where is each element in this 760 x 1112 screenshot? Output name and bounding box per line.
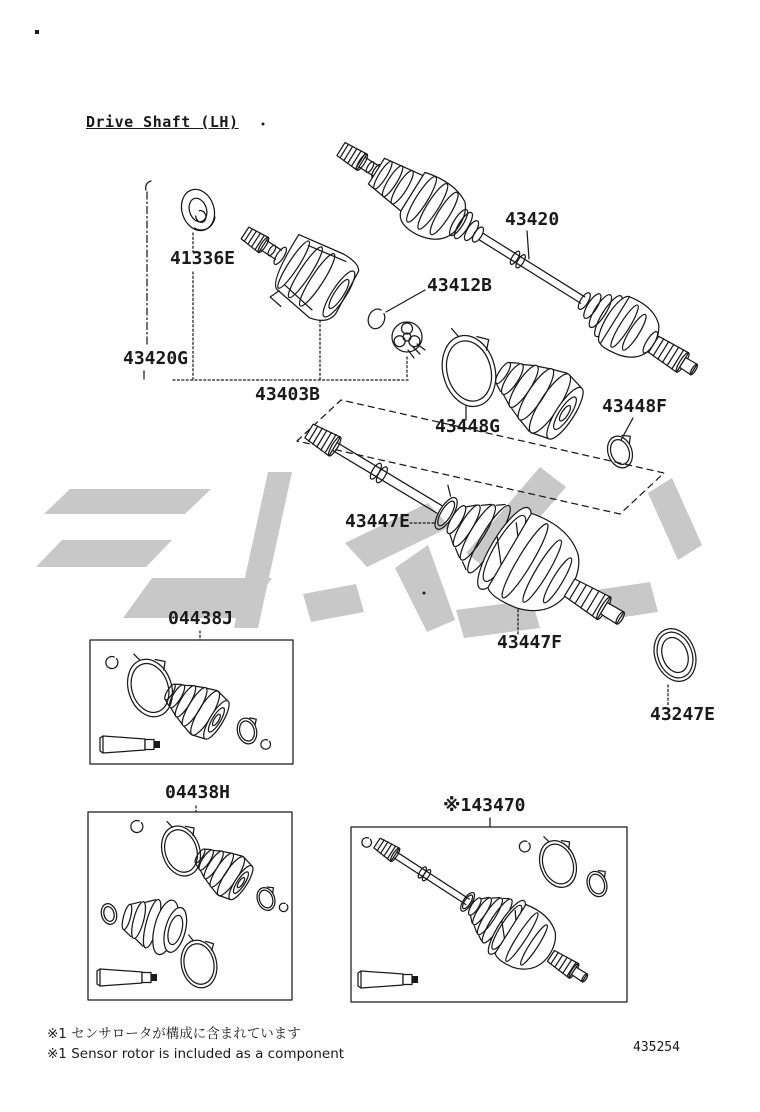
part-label-43448G: 43448G: [435, 416, 501, 437]
oil-seal-43247E: [647, 623, 703, 687]
part-label-43448F: 43448F: [602, 396, 668, 417]
dust-ring: [176, 185, 219, 235]
footnote-english: ※1 Sensor rotor is included as a component: [47, 1046, 345, 1062]
part-label-04438J: 04438J: [168, 608, 234, 629]
inner-cv-joint: [222, 203, 365, 334]
figure-number: 435254: [633, 1040, 680, 1055]
part-label-43470: ※143470: [443, 795, 526, 816]
part-label-43447E: 43447E: [345, 511, 411, 532]
footnote-japanese: ※1 センサロータが構成に含まれています: [47, 1026, 301, 1042]
boot-kit-04438H-box: [88, 812, 292, 1000]
part-label-43247E: 43247E: [650, 704, 716, 725]
shaft-kit-43470-box: [351, 816, 627, 1005]
part-label-43420: 43420: [505, 209, 560, 230]
boot-kit-04438J-box: [90, 640, 293, 764]
boot-clamp-large-43448G: [432, 320, 504, 413]
snap-ring: [368, 309, 385, 329]
tripod-joint: [392, 322, 425, 358]
boot-clamp-small-43448F: [603, 432, 639, 472]
drive-shaft-assembly-complete: [324, 125, 711, 399]
part-label-43420G: 43420G: [123, 348, 189, 369]
leader-lines: [144, 181, 668, 826]
part-label-43412B: 43412B: [427, 275, 493, 296]
part-label-04438H: 04438H: [165, 782, 231, 803]
part-label-43447F: 43447F: [497, 632, 563, 653]
page-title: Drive Shaft (LH): [86, 113, 239, 131]
part-label-41336E: 41336E: [170, 248, 236, 269]
part-label-43403B: 43403B: [255, 384, 321, 405]
